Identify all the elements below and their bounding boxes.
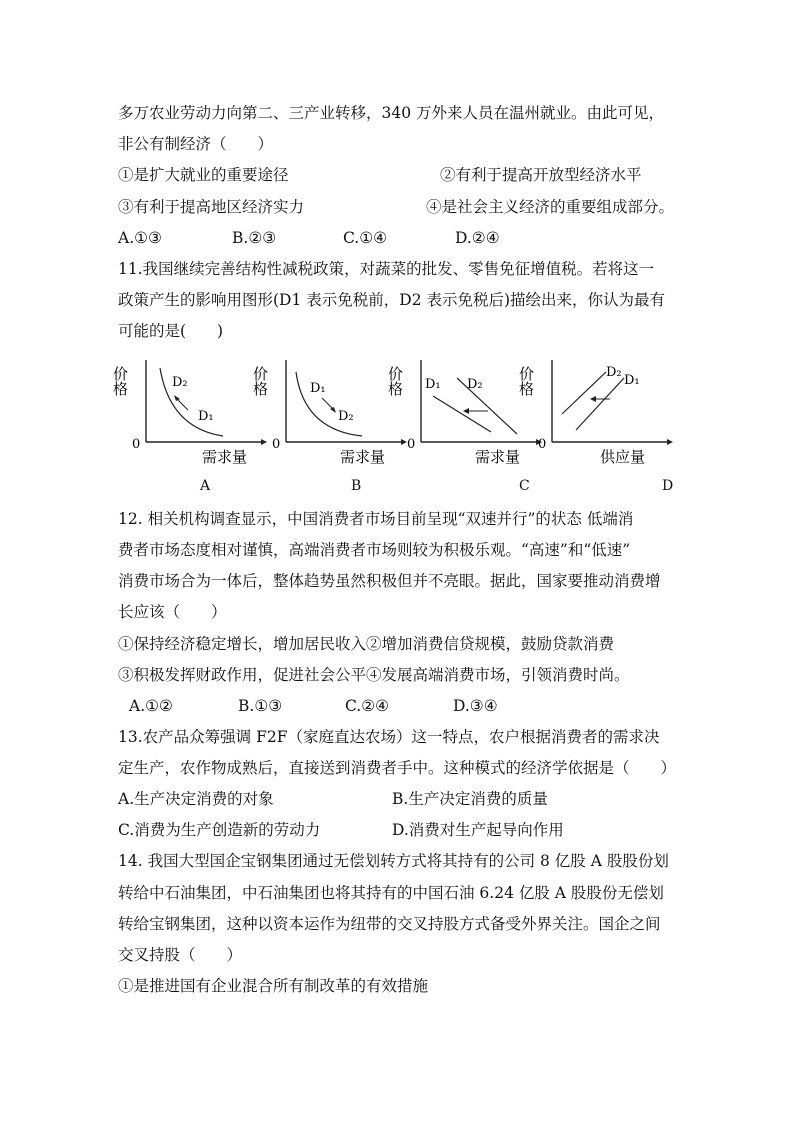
statement-4: ④是社会主义经济的重要组成部分。 bbox=[426, 198, 675, 216]
option-c: C.①④ bbox=[343, 229, 388, 247]
y-axis-label: 价格 bbox=[386, 366, 404, 396]
statement-1: ①是扩大就业的重要途径 bbox=[118, 166, 289, 184]
origin-label: 0 bbox=[132, 437, 141, 452]
option-d: D.③④ bbox=[453, 697, 498, 715]
curve-label-2: D₂ bbox=[338, 409, 354, 424]
x-axis-label: 供应量 bbox=[600, 448, 646, 466]
option-c: C.②④ bbox=[345, 697, 390, 715]
statement-2: ②有利于提高开放型经济水平 bbox=[440, 166, 642, 184]
question-13-line: 13.农产品众筹强调 F2F（家庭直达农场）这一特点，农户根据消费者的需求决 bbox=[118, 728, 660, 746]
graph-d bbox=[517, 350, 674, 466]
question-12-line: ①保持经济稳定增长，增加居民收入②增加消费信贷规模，鼓励贷款消费 bbox=[118, 635, 615, 653]
y-axis-label: 价格 bbox=[111, 366, 129, 396]
question-12-line: 费者市场态度相对谨慎，高端消费者市场则较为积极乐观。“高速”和“低速” bbox=[118, 541, 631, 559]
option-b: B.生产决定消费的质量 bbox=[392, 790, 548, 808]
option-d: D.②④ bbox=[455, 229, 500, 247]
origin-label: 0 bbox=[538, 437, 547, 452]
question-13-line: 定生产，农作物成熟后，直接送到消费者手中。这种模式的经济学依据是（ ） bbox=[118, 759, 677, 777]
graph-letter: C bbox=[519, 478, 530, 494]
option-a: A.①③ bbox=[118, 229, 162, 247]
question-11-line: 可能的是( ) bbox=[118, 322, 224, 340]
curve-label-2: D₂ bbox=[467, 377, 483, 392]
y-axis-label: 价格 bbox=[251, 366, 269, 396]
question-14-line: 交叉持股（ ） bbox=[118, 946, 243, 964]
text-line: 多万农业劳动力向第二、三产业转移，340 万外来人员在温州就业。由此可见， bbox=[118, 104, 665, 122]
curve-label-1: D₁ bbox=[310, 381, 326, 396]
option-a: A.生产决定消费的对象 bbox=[118, 790, 274, 808]
curve-label-2: D₁ bbox=[198, 409, 214, 424]
question-12-line: 长应该（ ） bbox=[118, 603, 227, 621]
option-a: A.①② bbox=[129, 697, 173, 715]
origin-label: 0 bbox=[272, 437, 281, 452]
option-b: B.②③ bbox=[232, 229, 277, 247]
question-11-line: 11.我国继续完善结构性减税政策，对蔬菜的批发、零售免征增值税。若将这一 bbox=[118, 260, 655, 278]
graph-a bbox=[111, 350, 268, 466]
curve-label-1: D₂ bbox=[172, 375, 188, 390]
question-12-line: 消费市场合为一体后，整体趋势虽然积极但并不亮眼。据此，国家要推动消费增 bbox=[118, 572, 661, 590]
question-12-line: 12. 相关机构调查显示，中国消费者市场目前呈现“双速并行”的状态 低端消 bbox=[118, 510, 634, 528]
question-14-line: ①是推进国有企业混合所有制改革的有效措施 bbox=[118, 977, 429, 995]
text-line: 非公有制经济（ ） bbox=[118, 135, 274, 153]
question-14-line: 转给中石油集团，中石油集团也将其持有的中国石油 6.24 亿股 A 股股份无偿划 bbox=[118, 884, 664, 902]
origin-label: 0 bbox=[407, 437, 416, 452]
question-14-line: 转给宝钢集团，这种以资本运作为纽带的交叉持股方式备受外界关注。国企之间 bbox=[118, 915, 661, 933]
graph-letter: D bbox=[662, 478, 674, 494]
question-12-line: ③积极发挥财政作用，促进社会公平④发展高端消费市场，引领消费时尚。 bbox=[118, 666, 630, 684]
x-axis-label: 需求量 bbox=[475, 448, 521, 466]
x-axis-label: 需求量 bbox=[340, 448, 386, 466]
graph-letter: B bbox=[351, 478, 362, 494]
question-14-line: 14. 我国大型国企宝钢集团通过无偿划转方式将其持有的公司 8 亿股 A 股股份划 bbox=[118, 852, 669, 870]
option-d: D.消费对生产起导向作用 bbox=[392, 821, 564, 839]
option-b: B.①③ bbox=[238, 697, 283, 715]
curve-label-2: D₁ bbox=[624, 373, 640, 388]
y-axis-label: 价格 bbox=[517, 366, 535, 396]
curve-label-1: D₂ bbox=[606, 365, 622, 380]
question-11-line: 政策产生的影响用图形(D1 表示免税前，D2 表示免税后)描绘出来，你认为最有 bbox=[118, 291, 666, 309]
x-axis-label: 需求量 bbox=[202, 448, 248, 466]
curve-label-1: D₁ bbox=[425, 377, 441, 392]
statement-3: ③有利于提高地区经济实力 bbox=[118, 198, 305, 216]
graph-letter: A bbox=[200, 478, 211, 494]
option-c: C.消费为生产创造新的劳动力 bbox=[118, 821, 321, 839]
